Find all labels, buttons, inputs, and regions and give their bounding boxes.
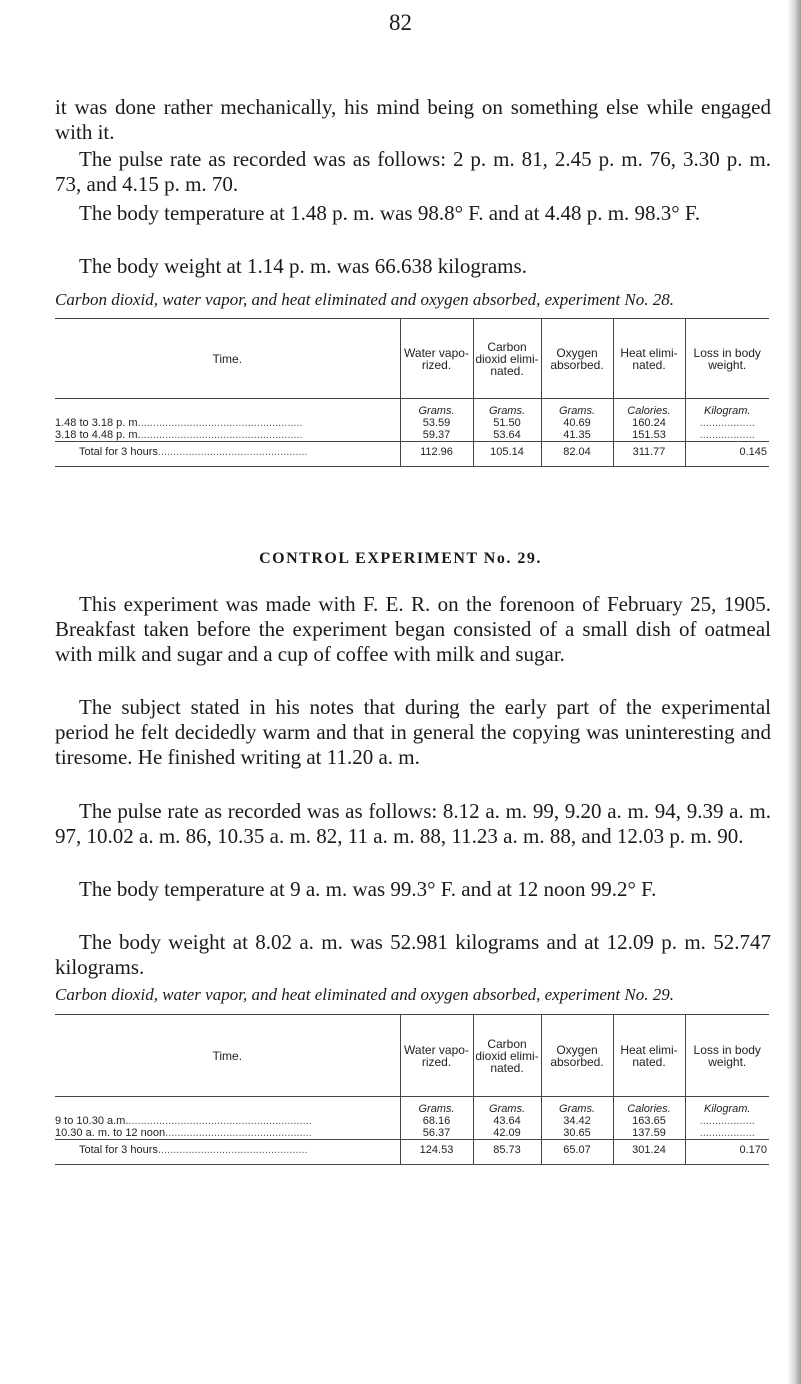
column-header: Oxygen absorbed. (541, 1015, 613, 1097)
row-time: 9 to 10.30 a.m. (55, 1115, 129, 1127)
table-total-row (55, 1140, 769, 1165)
row-time: Total for 3 hours (79, 1144, 158, 1156)
unit-label: Kilogram. (685, 1097, 769, 1116)
unit-label: Kilogram. (685, 399, 769, 418)
cell-oxygen: 30.65 (541, 1127, 613, 1140)
cell-heat: 137.59 (613, 1127, 685, 1140)
cell-loss-leader: .................. (685, 1115, 769, 1127)
paragraph: The pulse rate as recorded was as follows: 2 p. m. 81, 2.45 p. m. 76, 3.30 p. m. 73, and 4.15 p. m. 70. (55, 147, 771, 196)
cell-oxygen: 40.69 (541, 417, 613, 429)
cell-loss: 0.170 (685, 1140, 769, 1165)
row-time: 1.48 to 3.18 p. m. (55, 417, 141, 429)
column-header: Time. (55, 319, 400, 399)
column-header: Loss in body weight. (685, 319, 769, 399)
unit-label: Grams. (541, 399, 613, 418)
cell-water: 68.16 (400, 1115, 473, 1127)
data-table-experiment-28 (55, 318, 769, 467)
table-caption: Carbon dioxid, water vapor, and heat eliminated and oxygen absorbed, experiment No. 28. (55, 290, 674, 309)
dot-leader: ..................................................... (140, 429, 303, 441)
cell-loss-leader: .................. (685, 429, 769, 442)
cell-water: 53.59 (400, 417, 473, 429)
paragraph: The body temperature at 9 a. m. was 99.3° F. and at 12 noon 99.2° F. (79, 877, 657, 901)
paragraph: The body weight at 1.14 p. m. was 66.638 kilograms. (79, 254, 527, 278)
table-row (55, 429, 769, 442)
cell-water: 112.96 (400, 442, 473, 467)
cell-heat: 160.24 (613, 417, 685, 429)
cell-water: 59.37 (400, 429, 473, 442)
cell-co2: 85.73 (473, 1140, 541, 1165)
paragraph: it was done rather mechanically, his mind being on something else while engaged with it. (55, 95, 771, 144)
table-row (55, 417, 769, 429)
unit-label: Calories. (613, 399, 685, 418)
cell-co2: 42.09 (473, 1127, 541, 1140)
cell-loss: 0.145 (685, 442, 769, 467)
section-heading: CONTROL EXPERIMENT No. 29. (259, 550, 542, 567)
row-time: 3.18 to 4.48 p. m. (55, 429, 141, 441)
dot-leader: ..................................................... (140, 417, 303, 429)
cell-heat: 301.24 (613, 1140, 685, 1165)
table-row (55, 1115, 769, 1127)
cell-heat: 163.65 (613, 1115, 685, 1127)
column-header: Water vapo- rized. (400, 319, 473, 399)
dot-leader: ................................................. (157, 446, 308, 458)
paragraph: This experiment was made with F. E. R. on the forenoon of February 25, 1905. Breakfast taken before the experiment began consisted of a small dish of oatmeal with milk and sugar and a cup of coffee with milk and sugar. (55, 592, 771, 666)
column-header: Heat elimi- nated. (613, 1015, 685, 1097)
cell-oxygen: 34.42 (541, 1115, 613, 1127)
cell-co2: 51.50 (473, 417, 541, 429)
cell-water: 124.53 (400, 1140, 473, 1165)
column-header: Oxygen absorbed. (541, 319, 613, 399)
data-table-experiment-29 (55, 1014, 769, 1165)
table-total-row (55, 442, 769, 467)
unit-label: Grams. (400, 399, 473, 418)
cell-co2: 53.64 (473, 429, 541, 442)
unit-label: Grams. (541, 1097, 613, 1116)
column-header: Carbon dioxid elimi- nated. (473, 1015, 541, 1097)
unit-label: Grams. (400, 1097, 473, 1116)
column-header: Loss in body weight. (685, 1015, 769, 1097)
cell-heat: 311.77 (613, 442, 685, 467)
unit-label: Grams. (473, 1097, 541, 1116)
paragraph: The body weight at 8.02 a. m. was 52.981 kilograms and at 12.09 p. m. 52.747 kilograms. (55, 930, 771, 979)
unit-label: Grams. (473, 399, 541, 418)
table-caption: Carbon dioxid, water vapor, and heat eliminated and oxygen absorbed, experiment No. 29. (55, 985, 674, 1004)
column-header: Time. (55, 1015, 400, 1097)
unit-label: Calories. (613, 1097, 685, 1116)
cell-co2: 43.64 (473, 1115, 541, 1127)
cell-heat: 151.53 (613, 429, 685, 442)
column-header: Heat elimi- nated. (613, 319, 685, 399)
column-header: Water vapo- rized. (400, 1015, 473, 1097)
paragraph: The body temperature at 1.48 p. m. was 98.8° F. and at 4.48 p. m. 98.3° F. (79, 201, 701, 225)
cell-water: 56.37 (400, 1127, 473, 1140)
table-row (55, 1127, 769, 1140)
cell-loss-leader: .................. (685, 1127, 769, 1140)
row-time: 10.30 a. m. to 12 noon (55, 1127, 166, 1139)
page-edge-shadow (787, 0, 801, 1384)
row-time: Total for 3 hours (79, 446, 158, 458)
dot-leader: ............................................................ (128, 1115, 312, 1127)
dot-leader: ................................................. (157, 1144, 308, 1156)
page-number: 82 (389, 10, 412, 35)
column-header: Carbon dioxid elimi- nated. (473, 319, 541, 399)
paragraph: The pulse rate as recorded was as follows: 8.12 a. m. 99, 9.20 a. m. 94, 9.39 a. m. 97, 10.02 a. m. 86, 10.35 a. m. 82, 11 a. m. 88, 11.23 a. m. 88, and 12.03 p. m. 90. (55, 799, 771, 848)
paragraph: The subject stated in his notes that during the early part of the experimental period he felt decidedly warm and that in general the copying was uninteresting and tiresome. He finished writing at 11.20 a. m. (55, 695, 771, 769)
cell-oxygen: 82.04 (541, 442, 613, 467)
cell-oxygen: 41.35 (541, 429, 613, 442)
cell-co2: 105.14 (473, 442, 541, 467)
cell-oxygen: 65.07 (541, 1140, 613, 1165)
dot-leader: ................................................ (165, 1127, 312, 1139)
cell-loss-leader: .................. (685, 417, 769, 429)
